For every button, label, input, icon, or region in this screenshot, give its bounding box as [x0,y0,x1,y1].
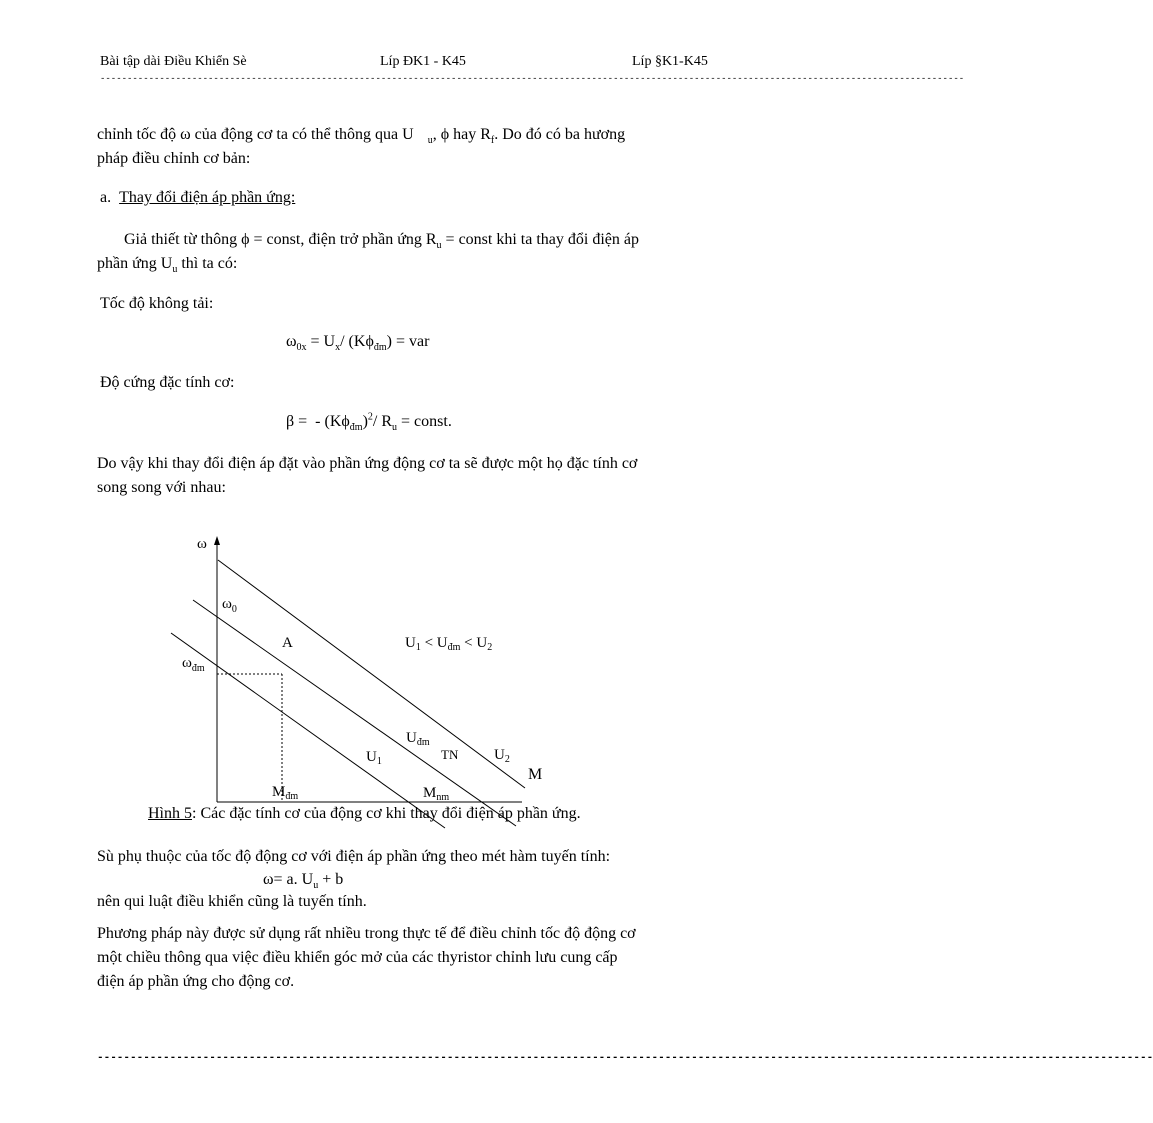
paragraph-5-line-3: điện áp phần ứng cho động cơ. [97,973,295,990]
caption-prefix: Hình 5 [148,805,192,822]
figure-caption [148,802,581,826]
point-A-label: A [282,635,293,651]
relation-label: $U_1 < U_{đm} < U_2$ [405,635,493,653]
paragraph-3-line-2: song song với nhau: [97,479,226,496]
p1-sub-u: u [427,135,433,147]
TN-label: TN [441,747,459,762]
U2-label: $U_2$ [494,747,510,765]
equation-2: β = - $(K\phi_{đm})^2/$ $R_u$ = const. [286,411,452,434]
header-center: Líp ĐK1 - K45 [380,54,466,69]
stiffness-label: Độ cứng đặc tính cơ: [100,374,235,391]
p1-sub-f: f [490,135,495,147]
paragraph-1-line-2: pháp điều chỉnh cơ bản: [97,150,251,167]
equation-1: $\omega_{0x} = U_x/$ $(K\phi_{đm})$ = var [286,333,430,354]
header-divider: ---------------------------------------------------------------------------------------------------------------------------------------------------------------- [100,74,965,84]
p2l2-text-a: phần ứng U [97,255,173,272]
p2-text-a: Giả thiết từ thông ϕ = const, điện trở phần ứng R [124,231,437,248]
header-left: Bài tập dài Điều Khiển Sè [100,54,247,69]
Mnm-label: $M_{nm}$ [423,785,450,803]
paragraph-3-line-1: Do vậy khi thay đổi điện áp đặt vào phần ứng động cơ ta sẽ được một họ đặc tính cơ [97,455,638,472]
equation-3: ω= a. $U_u + b$ [263,871,344,892]
axis-y-label: ω [197,536,207,552]
section-a-title: Thay đổi điện áp phần ứng: [119,189,296,206]
line-U1 [171,633,445,828]
p1-text-a: chỉnh tốc độ ω của động cơ ta có thể thông qua U [97,126,414,143]
p2-sub-u: u [436,240,442,252]
footer-divider: ---------------------------------------------------------------------------------------------------------------------------------------------------------------- [97,1052,1153,1064]
p2-text-b: = const khi ta thay đổi điện áp [441,231,639,248]
Mdm-label: $M_{đm}$ [272,784,299,802]
omega-dm-label: $\omega_{đm}$ [182,655,205,674]
line-Udm [193,600,516,826]
p2l2-text-b: thì ta có: [177,255,238,272]
no-load-label: Tốc độ không tải: [100,295,214,312]
Udm-label: $U_{đm}$ [406,730,430,748]
paragraph-5-line-1: Phương pháp này được sử dụng rất nhiều trong thực tế để điều chỉnh tốc độ động cơ [97,925,636,942]
omega0-label: $\omega_0$ [222,596,237,615]
paragraph-4-line-1: Sù phụ thuộc của tốc độ động cơ với điện áp phần ứng theo mét hàm tuyến tính: [97,848,611,865]
y-axis-arrow [214,536,220,545]
axis-x-label: M [528,766,543,783]
paragraph-4-line-3: nên qui luật điều khiển cũng là tuyến tính. [97,893,367,910]
caption-text: : Các đặc tính cơ của động cơ khi thay đổi điện áp phần ứng. [192,805,581,822]
p1-text-c: . Do đó có ba hương [494,126,626,143]
p1-text-b: , ϕ hay R [432,126,491,143]
paragraph-5-line-2: một chiều thông qua việc điều khiển góc mở của các thyristor chỉnh lưu cung cấp [97,949,618,966]
header-right: Líp §K1-K45 [632,54,708,69]
p2l2-sub-u: u [172,264,178,276]
section-a-prefix: a. [100,189,112,206]
U1-label: $U_1$ [366,749,382,767]
